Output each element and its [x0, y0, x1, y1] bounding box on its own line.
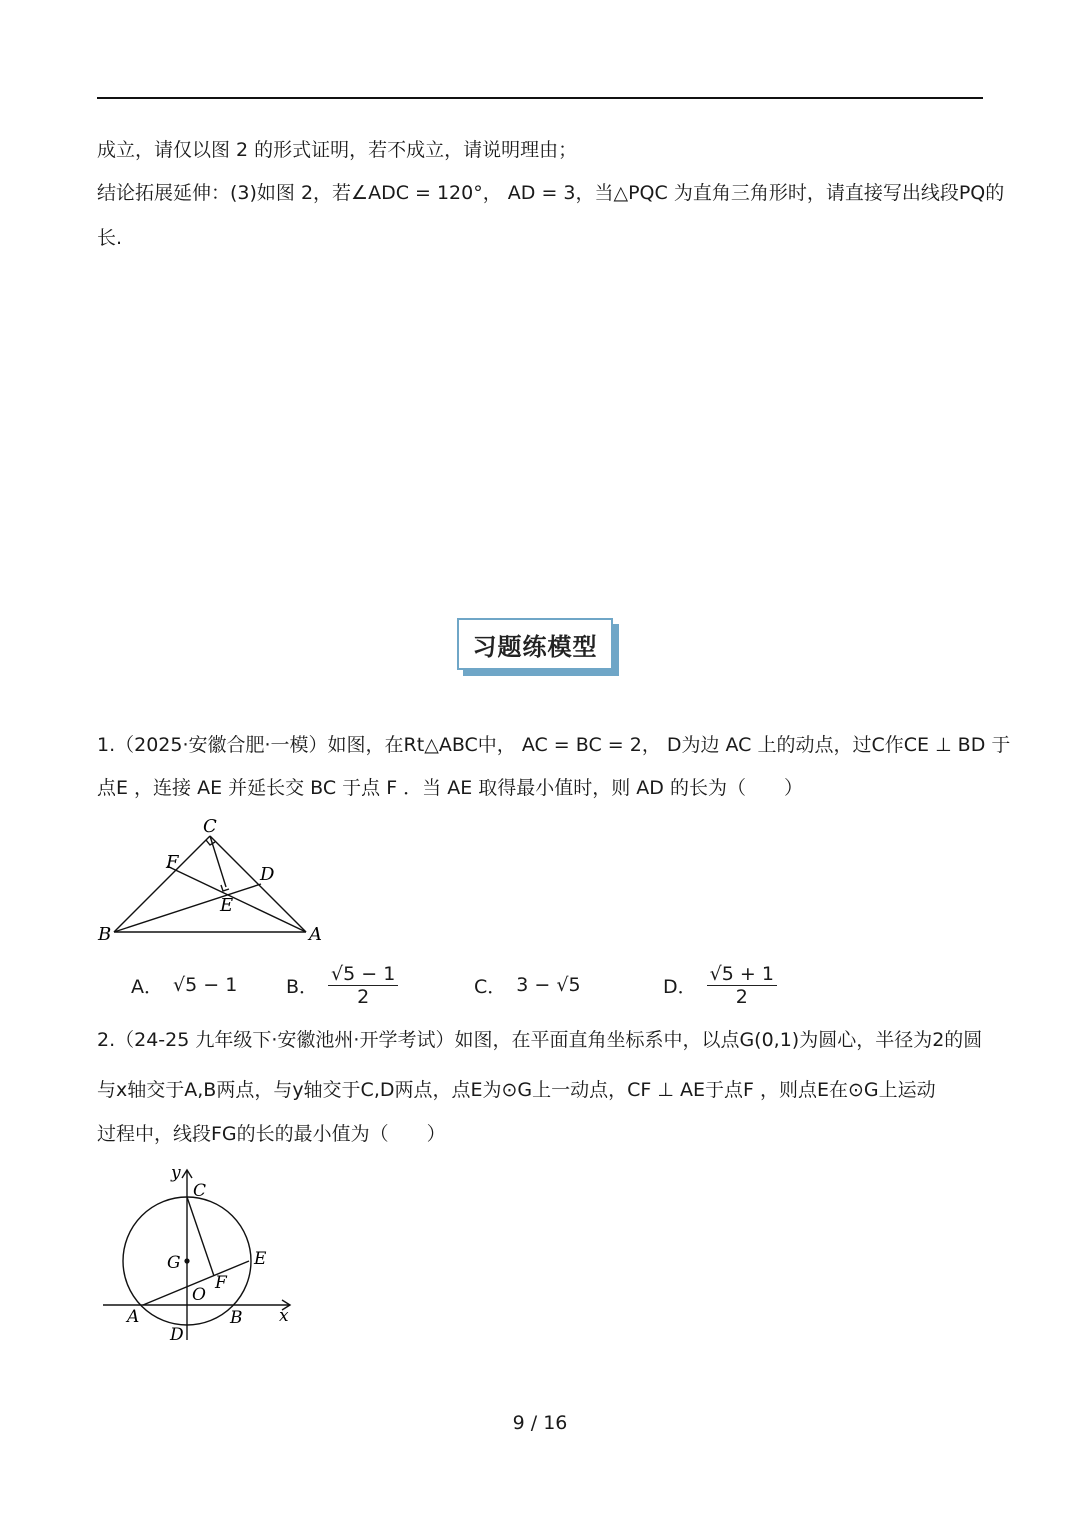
q1-text-line-1: 1.（2025·安徽合肥·一模）如图，在Rt△ABC中， AC = BC = 2， D为边 AC 上的动点，过C作CE ⊥ BD 于	[97, 734, 1011, 756]
q1-text-line-2: 点E ，连接 AE 并延长交 BC 于点 F ．当 AE 取得最小值时，则 AD 的长为（ ）	[97, 777, 803, 799]
q1-option-b-fraction	[328, 963, 398, 1008]
q1-option-b[interactable]	[286, 960, 398, 1010]
q1-option-b-label: B．	[286, 975, 319, 998]
header-rule	[97, 97, 983, 99]
q2-label-x: x	[279, 1306, 289, 1326]
q1-option-d[interactable]	[663, 960, 777, 1010]
q2-circle-figure	[95, 1160, 305, 1350]
prev-text-line-3: 长.	[97, 227, 123, 249]
q1-label-c: C	[203, 816, 217, 837]
q1-label-f: F	[166, 852, 179, 873]
q2-text-line-2: 与x轴交于A,B两点，与y轴交于C,D两点，点E为⊙G上一动点，CF ⊥ AE于点F ，则点E在⊙G上运动	[97, 1079, 936, 1101]
q1-option-d-fraction	[707, 963, 777, 1008]
q1-label-e: E	[220, 895, 234, 916]
section-banner	[457, 618, 613, 670]
q1-option-b-numerator: √5 − 1	[328, 963, 398, 986]
q2-text-line-3: 过程中，线段FG的长的最小值为（ ）	[97, 1123, 446, 1145]
q1-option-c[interactable]	[474, 960, 581, 1010]
q1-option-b-denominator: 2	[357, 985, 370, 1008]
q1-option-a[interactable]	[131, 960, 237, 1010]
q1-option-c-label: C．	[474, 975, 507, 998]
q2-label-c: C	[193, 1181, 207, 1201]
q1-option-c-text: 3 − √5	[516, 974, 581, 996]
q1-label-d: D	[260, 864, 275, 885]
q1-option-a-text: √5 − 1	[173, 974, 238, 996]
q1-option-d-label: D．	[663, 975, 697, 998]
q1-label-b: B	[98, 924, 112, 945]
q2-label-b: B	[230, 1308, 243, 1328]
q2-label-a: A	[127, 1307, 140, 1327]
q2-label-g: G	[167, 1253, 181, 1273]
section-title: 习题练模型	[472, 632, 598, 661]
q2-label-d: D	[170, 1325, 184, 1345]
q2-label-f: F	[215, 1273, 227, 1293]
prev-text-line-2: 结论拓展延伸：(3)如图 2，若∠ADC = 120°， AD = 3，当△PQC 为直角三角形时，请直接写出线段PQ的	[97, 182, 1005, 204]
q2-text-line-1: 2.（24-25 九年级下·安徽池州·开学考试）如图，在平面直角坐标系中，以点G(0,1)为圆心，半径为2的圆	[97, 1029, 983, 1051]
q1-option-d-numerator: √5 + 1	[707, 963, 777, 986]
q2-label-e: E	[254, 1249, 267, 1269]
q1-option-a-label: A．	[131, 975, 163, 998]
q2-label-y: y	[171, 1163, 181, 1183]
q1-option-d-denominator: 2	[735, 985, 748, 1008]
prev-text-line-1: 成立，请仅以图 2 的形式证明，若不成立，请说明理由；	[97, 139, 578, 161]
page-number: 9 / 16	[512, 1412, 568, 1434]
q1-triangle-figure	[90, 812, 340, 947]
q2-label-o: O	[192, 1285, 206, 1305]
q1-label-a: A	[309, 924, 322, 945]
